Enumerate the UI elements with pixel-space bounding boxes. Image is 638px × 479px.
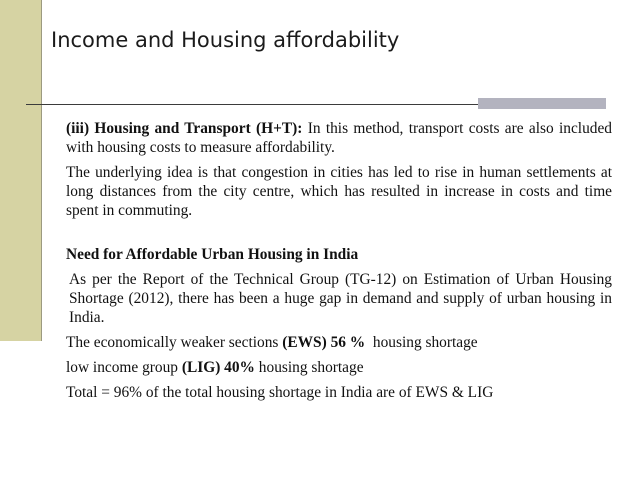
- lig-pre: low income group: [66, 359, 182, 376]
- method-label: (iii) Housing and Transport (H+T):: [66, 120, 303, 137]
- paragraph-lig: [66, 358, 612, 377]
- ews-post: housing shortage: [365, 334, 478, 351]
- paragraph-housing-transport: [66, 119, 612, 157]
- paragraph-tg12-report: As per the Report of the Technical Group (TG-12) on Estimation of Urban Housing Shortage (2012), there has been a huge gap in demand and supply of urban housing in India.: [69, 271, 612, 326]
- ews-pre: The economically weaker sections: [66, 334, 283, 351]
- section-heading: [66, 245, 612, 264]
- paragraph-underlying-idea: The underlying idea is that congestion in cities has led to rise in human settlements at long distances from the city centre, which has resulted in increase in costs and time spent in commuting.: [66, 164, 612, 219]
- left-accent-border: [41, 0, 42, 341]
- slide-title: Income and Housing affordability: [51, 28, 400, 52]
- right-accent-bar: [478, 98, 606, 109]
- paragraph-total: Total = 96% of the total housing shortage in India are of EWS & LIG: [66, 384, 494, 401]
- ews-value: (EWS) 56 %: [282, 334, 366, 351]
- left-accent-bar: [0, 0, 41, 341]
- section-heading-text: Need for Affordable Urban Housing in India: [66, 246, 359, 263]
- lig-post: housing shortage: [254, 359, 364, 376]
- slide-body: [66, 119, 612, 408]
- lig-value: (LIG) 40%: [181, 359, 255, 376]
- paragraph-ews: [66, 333, 612, 352]
- method-text: In this method, transport costs are also included with housing costs to measure affordability.: [66, 120, 612, 156]
